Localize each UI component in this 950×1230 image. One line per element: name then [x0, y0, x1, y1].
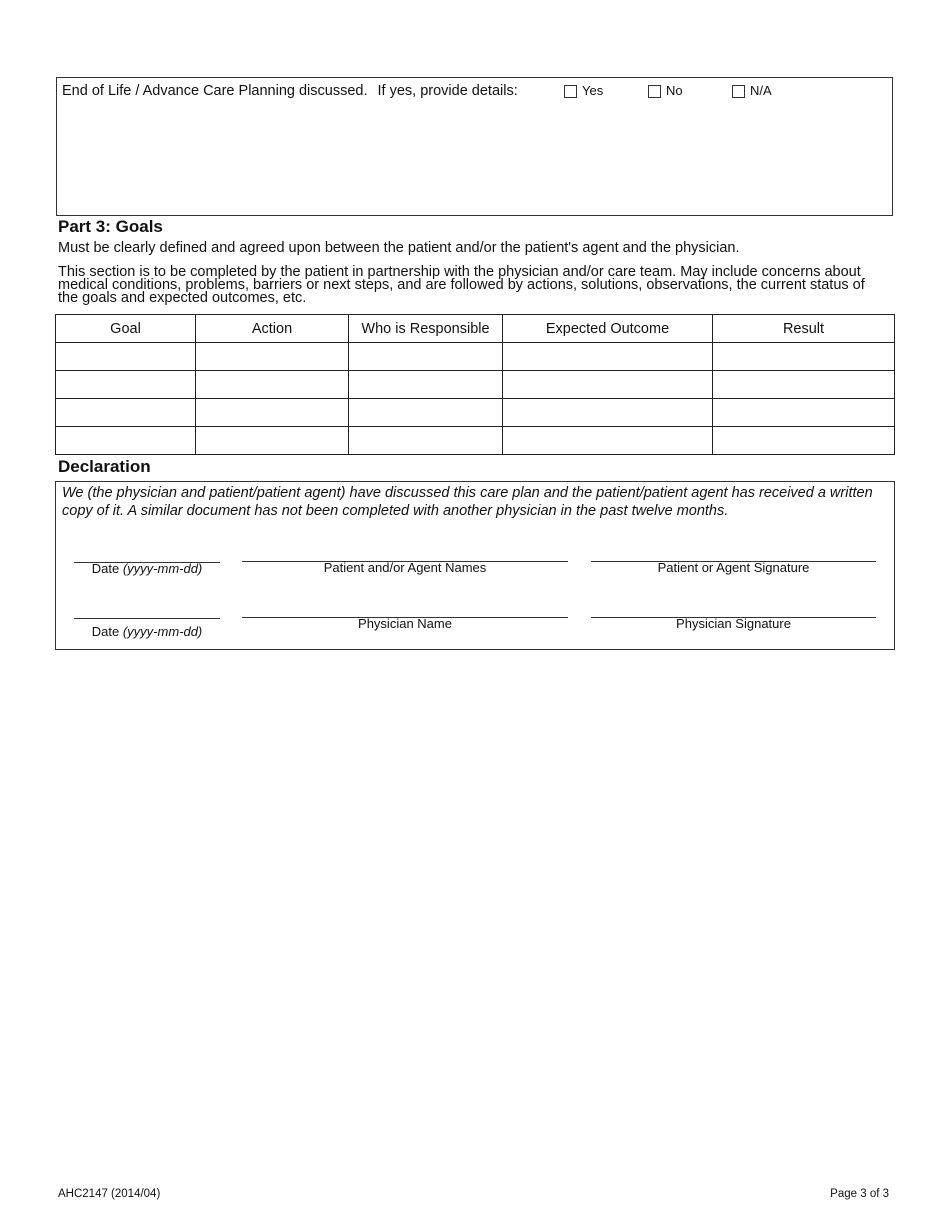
result-column-header: Result [713, 315, 895, 343]
goal-cell[interactable] [56, 371, 196, 399]
end-of-life-label [62, 83, 518, 99]
end-of-life-box [56, 77, 893, 216]
patient-names-label: Patient and/or Agent Names [323, 560, 487, 575]
patient-date-label [74, 561, 220, 576]
action-cell[interactable] [196, 399, 349, 427]
responsible-cell[interactable] [349, 427, 503, 455]
action-column-header: Action [196, 315, 349, 343]
eol-na-option[interactable] [732, 83, 772, 98]
date-label-text: Date [91, 624, 120, 639]
part3-heading: Part 3: Goals [58, 217, 163, 236]
date-label-text: Date [91, 561, 120, 576]
responsible-cell[interactable] [349, 371, 503, 399]
expected-outcome-cell[interactable] [503, 371, 713, 399]
details-prompt: If yes, provide details: [377, 83, 518, 99]
expected-outcome-cell[interactable] [503, 343, 713, 371]
physician-signature-label: Physician Signature [676, 616, 791, 631]
part3-intro: Must be clearly defined and agreed upon between the patient and/or the patient's agent and the physician. [58, 240, 740, 256]
goal-column-header: Goal [56, 315, 196, 343]
goal-cell[interactable] [56, 343, 196, 371]
date-format-text: (yyyy-mm-dd) [122, 561, 203, 576]
na-checkbox[interactable] [732, 85, 745, 98]
part3-instructions: This section is to be completed by the patient in partnership with the physician and/or care team. May include concerns about medical conditions, problems, barriers or next steps, and are followed by actions, solutions, observations, the current status of the goals and expected outcomes, etc. [58, 264, 865, 306]
table-row [56, 427, 895, 455]
yes-label: Yes [582, 83, 604, 98]
declaration-box [55, 481, 895, 650]
yes-checkbox[interactable] [564, 85, 577, 98]
result-cell[interactable] [713, 371, 895, 399]
date-format-text: (yyyy-mm-dd) [122, 624, 203, 639]
result-cell[interactable] [713, 399, 895, 427]
table-row [56, 371, 895, 399]
result-cell[interactable] [713, 427, 895, 455]
end-of-life-question: End of Life / Advance Care Planning discussed. [62, 83, 368, 99]
action-cell[interactable] [196, 427, 349, 455]
expected-outcome-column-header: Expected Outcome [503, 315, 713, 343]
na-label: N/A [750, 83, 772, 98]
physician-name-label: Physician Name [358, 616, 452, 631]
goal-cell[interactable] [56, 399, 196, 427]
responsible-cell[interactable] [349, 343, 503, 371]
action-cell[interactable] [196, 371, 349, 399]
goal-cell[interactable] [56, 427, 196, 455]
eol-yes-option[interactable] [564, 83, 603, 98]
table-row [56, 343, 895, 371]
no-checkbox[interactable] [648, 85, 661, 98]
goals-table [55, 314, 895, 455]
goals-header-row [56, 315, 895, 343]
expected-outcome-cell[interactable] [503, 399, 713, 427]
physician-date-line[interactable] [74, 618, 220, 619]
declaration-heading: Declaration [58, 457, 151, 476]
declaration-statement: We (the physician and patient/patient agent) have discussed this care plan and the patient/patient agent has received a written copy of it. A similar document has not been completed with another physician in the past twelve months. [62, 485, 873, 519]
responsible-cell[interactable] [349, 399, 503, 427]
no-label: No [666, 83, 683, 98]
table-row [56, 399, 895, 427]
expected-outcome-cell[interactable] [503, 427, 713, 455]
patient-signature-label: Patient or Agent Signature [657, 560, 810, 575]
form-code: AHC2147 (2014/04) [58, 1188, 161, 1200]
action-cell[interactable] [196, 343, 349, 371]
responsible-column-header: Who is Responsible [349, 315, 503, 343]
page-number: Page 3 of 3 [830, 1188, 889, 1200]
eol-no-option[interactable] [648, 83, 683, 98]
result-cell[interactable] [713, 343, 895, 371]
physician-date-label [74, 624, 220, 639]
